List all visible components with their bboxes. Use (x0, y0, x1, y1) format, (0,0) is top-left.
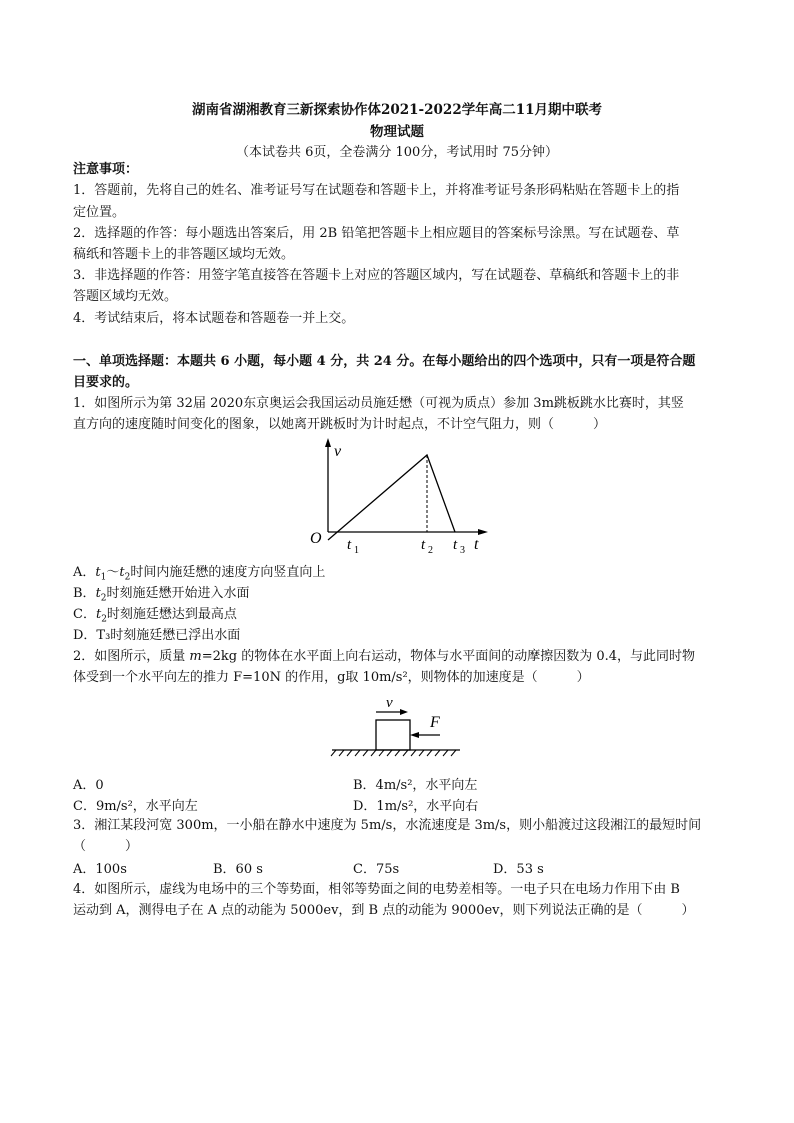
q2-stem: 2．如图所示，质量 m=2kg 的物体在水平面上向右运动，物体与水平面间的动摩擦因数为 0.4，与此同时物 (73, 649, 696, 664)
q1-option-b: B．$t_2$时刻施廷懋开始进入水面 (73, 586, 250, 604)
q3-option-d: D．53 s (493, 862, 544, 877)
notes-line: 1．答题前，先将自己的姓名、准考证号写在试题卷和答题卡上，并将准考证号条形码粘贴在答题卡上的指 (73, 183, 680, 198)
section-heading: 一、单项选择题：本题共 6 小题，每小题 4 分，共 24 分。在每小题给出的四个选项中，只有一项是符合题 (73, 354, 696, 369)
subject-title: 物理试题 (370, 124, 424, 140)
t-axis-arrow-icon (478, 529, 488, 535)
force-arrow-icon (410, 732, 419, 738)
q3-option-c: C．75s (353, 862, 400, 877)
q3-stem-cont: （ ） (73, 839, 139, 854)
force-label: F (430, 714, 440, 731)
block (376, 720, 410, 750)
notes-line: 3．非选择题的作答：用签字笔直接答在答题卡上对应的答题区域内，写在试题卷、草稿纸和答题卡上的非 (73, 268, 680, 283)
section-heading-cont: 目要求的。 (73, 375, 139, 390)
q1-option-c: C．$t_2$时刻施廷懋达到最高点 (73, 607, 237, 625)
q3-stem: 3．湘江某段河宽 300m，一小船在静水中速度为 5m/s，水流速度是 3m/s，则小船渡过这段湘江的最短时间 (73, 818, 702, 833)
q2-option-d: D．1m/s²，水平向右 (353, 799, 479, 814)
t-axis-label: t (474, 536, 479, 553)
q2-stem-cont: 体受到一个水平向左的推力 F=10N 的作用，g取 10m/s²，则物体的加速度是（ ） (73, 670, 590, 685)
q2-option-c: C．9m/s²，水平向左 (73, 799, 198, 814)
origin-label: O (310, 530, 322, 547)
q2-option-b: B．4m/s²，水平向左 (353, 778, 478, 793)
q2-option-a: A．0 (73, 778, 104, 793)
v-axis-label: v (334, 443, 342, 460)
q1-vt-graph (300, 436, 500, 566)
notes-line: 4．考试结束后，将本试题卷和答题卷一并上交。 (73, 311, 355, 326)
t3-label: t (453, 537, 458, 553)
q1-stem: 1．如图所示为第 32届 2020东京奥运会我国运动员施廷懋（可视为质点）参加 3m跳板跳水比赛时，其竖 (73, 396, 684, 411)
t2-subscript: 2 (428, 545, 433, 556)
notes-line: 定位置。 (73, 205, 126, 220)
q4-stem-cont: 运动到 A，测得电子在 A 点的动能为 5000ev，到 B 点的动能为 9000ev，则下列说法正确的是（ ） (73, 903, 695, 918)
q1-option-a: A．$t_1\sim t_2$时间内施廷懋的速度方向竖直向上 (73, 565, 326, 583)
q3-option-a: A．100s (73, 862, 127, 877)
notes-heading: 注意事项： (73, 162, 139, 177)
t1-subscript: 1 (354, 545, 359, 556)
v-axis-arrow-icon (325, 438, 331, 447)
velocity-label: v (386, 695, 393, 711)
velocity-arrow-icon (400, 709, 408, 715)
notes-line: 答题区域均无效。 (73, 289, 178, 304)
notes-line: 2．选择题的作答：每小题选出答案后，用 2B 铅笔把答题卡上相应题目的答案标号涂黑。写在试题卷、草 (73, 226, 680, 241)
t3-subscript: 3 (460, 545, 465, 556)
q1-option-d: D．T₃时刻施廷懋已浮出水面 (73, 628, 241, 643)
velocity-line (328, 455, 455, 540)
t2-label: t (421, 537, 426, 553)
ground-hatching (331, 750, 456, 756)
exam-meta: （本试卷共 6页，全卷满分 100分，考试用时 75分钟） (235, 145, 559, 160)
q2-block-diagram (330, 690, 470, 760)
q4-stem: 4．如图所示，虚线为电场中的三个等势面，相邻等势面之间的电势差相等。一电子只在电场力作用下由 B (73, 882, 680, 897)
notes-line: 稿纸和答题卡上的非答题区域均无效。 (73, 247, 295, 262)
q3-option-b: B．60 s (213, 862, 263, 877)
exam-title: 湖南省湖湘教育三新探索协作体2021-2022学年高二11月期中联考 (191, 102, 603, 118)
t1-label: t (347, 537, 352, 553)
q1-stem-cont: 直方向的速度随时间变化的图象，以她离开跳板时为计时起点，不计空气阻力，则（ ） (73, 417, 607, 432)
